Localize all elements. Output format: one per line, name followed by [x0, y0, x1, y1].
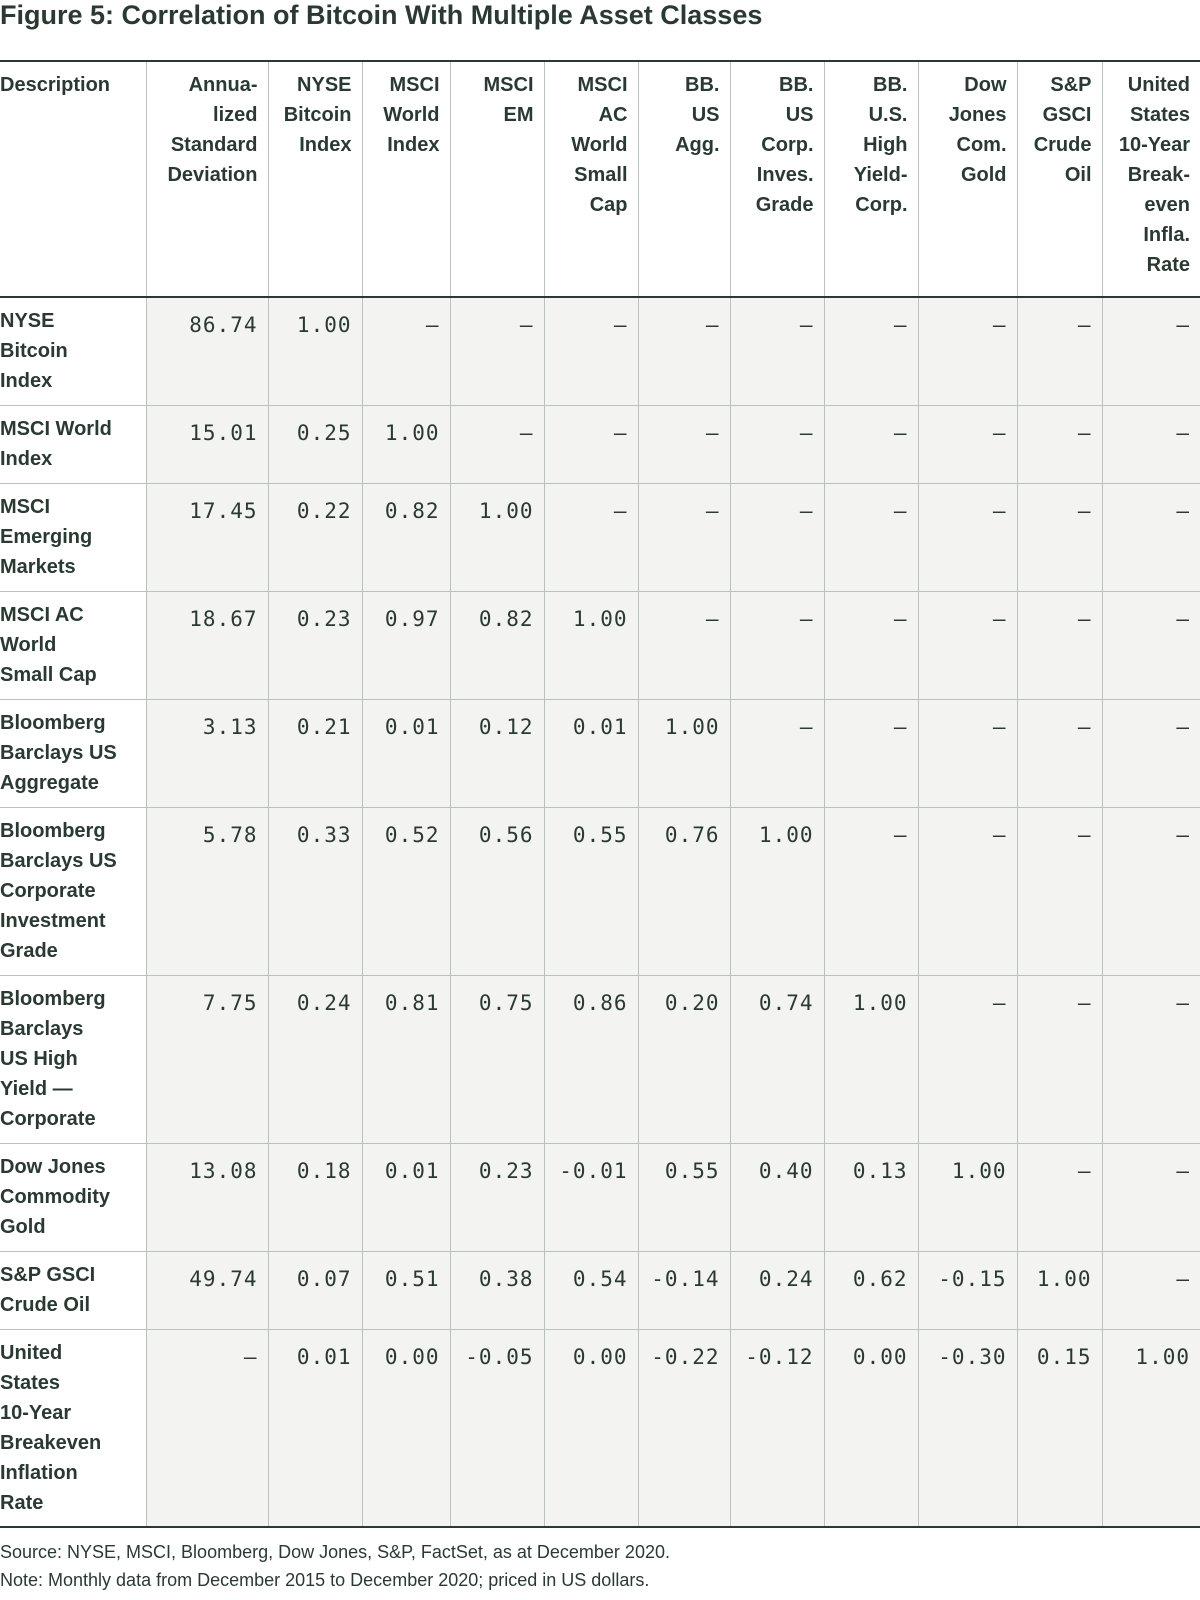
table-cell: 0.76 — [638, 807, 730, 975]
table-row — [0, 975, 1200, 1143]
column-header: S&P GSCI Crude Oil — [1017, 61, 1102, 297]
table-cell: — — [824, 483, 918, 591]
table-cell: 0.01 — [544, 699, 638, 807]
table-cell: 0.18 — [268, 1143, 362, 1251]
table-cell: — — [730, 699, 824, 807]
column-header: MSCI World Index — [362, 61, 450, 297]
table-cell: — — [1017, 405, 1102, 483]
table-cell: -0.01 — [544, 1143, 638, 1251]
column-header: BB. U.S. High Yield- Corp. — [824, 61, 918, 297]
table-cell: 0.15 — [1017, 1329, 1102, 1527]
column-header: BB. US Agg. — [638, 61, 730, 297]
table-cell: — — [918, 699, 1017, 807]
row-label: MSCI Emerging Markets — [0, 483, 146, 591]
table-cell: — — [824, 591, 918, 699]
table-cell: 0.51 — [362, 1251, 450, 1329]
table-cell: 0.01 — [268, 1329, 362, 1527]
figure-title: Figure 5: Correlation of Bitcoin With Multiple Asset Classes — [0, 0, 763, 30]
table-cell: 0.01 — [362, 1143, 450, 1251]
table-row — [0, 297, 1200, 405]
table-cell: 0.86 — [544, 975, 638, 1143]
header-row — [0, 61, 1200, 297]
table-row — [0, 483, 1200, 591]
table-cell: — — [544, 297, 638, 405]
table-cell: — — [1102, 297, 1200, 405]
table-cell: 0.40 — [730, 1143, 824, 1251]
table-cell: -0.30 — [918, 1329, 1017, 1527]
table-cell: 0.01 — [362, 699, 450, 807]
column-header: Dow Jones Com. Gold — [918, 61, 1017, 297]
table-cell: 0.33 — [268, 807, 362, 975]
table-cell: 1.00 — [730, 807, 824, 975]
row-label: S&P GSCI Crude Oil — [0, 1251, 146, 1329]
table-cell: 1.00 — [450, 483, 544, 591]
table-cell: 0.52 — [362, 807, 450, 975]
source-note: Source: NYSE, MSCI, Bloomberg, Dow Jones, S&P, FactSet, as at December 2020. — [0, 1542, 670, 1562]
row-label: MSCI World Index — [0, 405, 146, 483]
table-cell: 0.75 — [450, 975, 544, 1143]
table-cell: — — [1102, 975, 1200, 1143]
table-cell: — — [362, 297, 450, 405]
table-cell: — — [1102, 591, 1200, 699]
column-header: BB. US Corp. Inves. Grade — [730, 61, 824, 297]
column-header: MSCI AC World Small Cap — [544, 61, 638, 297]
correlation-table — [0, 60, 1200, 1528]
column-header: United States 10-Year Break- even Infla. Rate — [1102, 61, 1200, 297]
table-cell: 1.00 — [824, 975, 918, 1143]
table-cell: 0.22 — [268, 483, 362, 591]
table-cell: — — [918, 483, 1017, 591]
table-cell: 1.00 — [638, 699, 730, 807]
table-cell: — — [918, 807, 1017, 975]
data-note: Note: Monthly data from December 2015 to December 2020; priced in US dollars. — [0, 1570, 650, 1590]
table-cell: — — [918, 591, 1017, 699]
table-cell: 0.55 — [638, 1143, 730, 1251]
table-cell: 0.74 — [730, 975, 824, 1143]
table-cell: 0.21 — [268, 699, 362, 807]
table-cell: 0.82 — [362, 483, 450, 591]
row-label: Bloomberg Barclays US High Yield — Corporate — [0, 975, 146, 1143]
table-cell: -0.22 — [638, 1329, 730, 1527]
table-cell: — — [1102, 807, 1200, 975]
table-cell: 0.82 — [450, 591, 544, 699]
table-row — [0, 591, 1200, 699]
column-header: MSCI EM — [450, 61, 544, 297]
table-cell: 0.25 — [268, 405, 362, 483]
table-cell: 17.45 — [146, 483, 268, 591]
row-label: Bloomberg Barclays US Corporate Investment Grade — [0, 807, 146, 975]
row-label: MSCI AC World Small Cap — [0, 591, 146, 699]
table-cell: — — [918, 975, 1017, 1143]
table-cell: — — [1102, 1251, 1200, 1329]
table-cell: — — [1017, 975, 1102, 1143]
table-cell: — — [450, 405, 544, 483]
table-row — [0, 1251, 1200, 1329]
table-row — [0, 807, 1200, 975]
table-cell: — — [1102, 699, 1200, 807]
table-cell: 0.24 — [268, 975, 362, 1143]
table-cell: -0.12 — [730, 1329, 824, 1527]
table-cell: 1.00 — [268, 297, 362, 405]
table-cell: 0.62 — [824, 1251, 918, 1329]
table-cell: — — [730, 405, 824, 483]
table-cell: 1.00 — [362, 405, 450, 483]
table-cell: 0.13 — [824, 1143, 918, 1251]
column-header: Annua- lized Standard Deviation — [146, 61, 268, 297]
table-cell: -0.15 — [918, 1251, 1017, 1329]
table-cell: 1.00 — [918, 1143, 1017, 1251]
table-cell: 0.23 — [450, 1143, 544, 1251]
table-cell: 7.75 — [146, 975, 268, 1143]
table-cell: — — [638, 297, 730, 405]
table-cell: 0.23 — [268, 591, 362, 699]
table-row — [0, 1329, 1200, 1527]
table-cell: 1.00 — [544, 591, 638, 699]
table-cell: 86.74 — [146, 297, 268, 405]
table-cell: 0.97 — [362, 591, 450, 699]
table-cell: — — [1017, 807, 1102, 975]
table-cell: — — [730, 591, 824, 699]
table-cell: — — [1102, 1143, 1200, 1251]
table-cell: — — [638, 591, 730, 699]
footer — [0, 1538, 670, 1594]
table-cell: — — [824, 699, 918, 807]
row-label: Bloomberg Barclays US Aggregate — [0, 699, 146, 807]
table-cell: — — [824, 807, 918, 975]
table-cell: — — [1102, 405, 1200, 483]
table-cell: 0.38 — [450, 1251, 544, 1329]
table-cell: 0.55 — [544, 807, 638, 975]
table-cell: 13.08 — [146, 1143, 268, 1251]
table-cell: 49.74 — [146, 1251, 268, 1329]
table-cell: -0.05 — [450, 1329, 544, 1527]
column-header: Description — [0, 61, 146, 297]
table-cell: — — [638, 483, 730, 591]
table-cell: 1.00 — [1102, 1329, 1200, 1527]
table-cell: — — [824, 405, 918, 483]
table-cell: — — [638, 405, 730, 483]
table-cell: — — [1017, 699, 1102, 807]
table-cell: 0.00 — [362, 1329, 450, 1527]
table-cell: 1.00 — [1017, 1251, 1102, 1329]
row-label: Dow Jones Commodity Gold — [0, 1143, 146, 1251]
table-cell: — — [1017, 591, 1102, 699]
table-cell: 0.07 — [268, 1251, 362, 1329]
table-cell: -0.14 — [638, 1251, 730, 1329]
column-header: NYSE Bitcoin Index — [268, 61, 362, 297]
table-cell: — — [544, 405, 638, 483]
table-cell: — — [450, 297, 544, 405]
table-body — [0, 297, 1200, 1527]
table-cell: 0.24 — [730, 1251, 824, 1329]
table-cell: 0.00 — [824, 1329, 918, 1527]
table-cell: — — [918, 297, 1017, 405]
table-cell: 0.81 — [362, 975, 450, 1143]
table-cell: 0.54 — [544, 1251, 638, 1329]
table-cell: — — [544, 483, 638, 591]
table-cell: 5.78 — [146, 807, 268, 975]
table-row — [0, 1143, 1200, 1251]
table-cell: 3.13 — [146, 699, 268, 807]
table-cell: 0.00 — [544, 1329, 638, 1527]
table-cell: — — [730, 483, 824, 591]
table-row — [0, 405, 1200, 483]
table-cell: 15.01 — [146, 405, 268, 483]
table-cell: — — [1017, 297, 1102, 405]
table-cell: — — [1017, 1143, 1102, 1251]
table-cell: — — [824, 297, 918, 405]
table-cell: 0.12 — [450, 699, 544, 807]
table-row — [0, 699, 1200, 807]
table-cell: 0.20 — [638, 975, 730, 1143]
table-cell: — — [730, 297, 824, 405]
table-cell: 0.56 — [450, 807, 544, 975]
table-cell: 18.67 — [146, 591, 268, 699]
table-cell: — — [918, 405, 1017, 483]
row-label: United States 10-Year Breakeven Inflation Rate — [0, 1329, 146, 1527]
table-cell: — — [1017, 483, 1102, 591]
table-cell: — — [146, 1329, 268, 1527]
table-cell: — — [1102, 483, 1200, 591]
row-label: NYSE Bitcoin Index — [0, 297, 146, 405]
